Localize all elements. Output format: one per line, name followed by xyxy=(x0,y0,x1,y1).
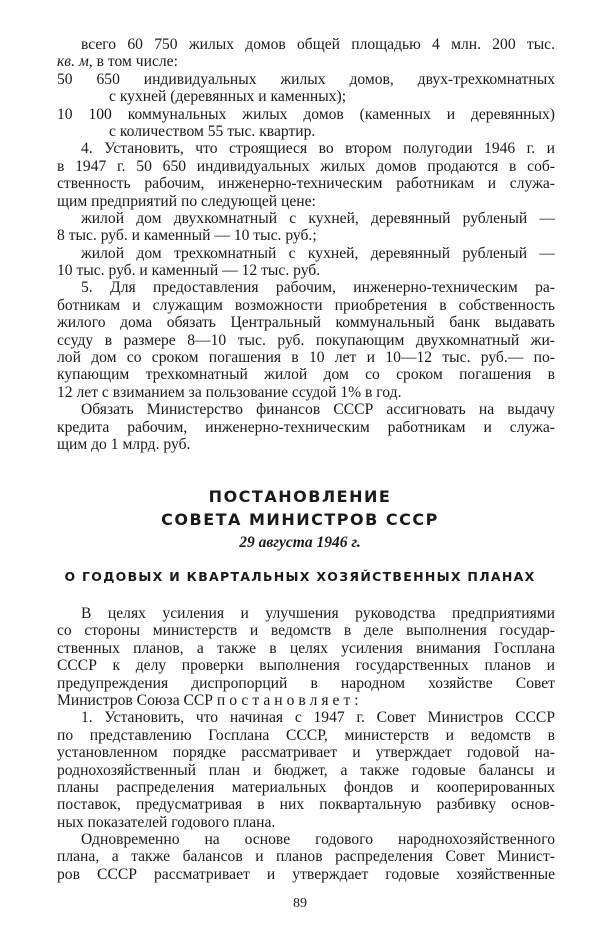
text-line: 8 тыс. руб. и каменный — 10 тыс. руб.; xyxy=(57,227,317,245)
text-block-plans xyxy=(57,605,555,883)
text-line: 5. Для предоставления рабочим, инженерно-техническим ра- xyxy=(81,279,555,297)
text-line: роднохозяйственный план и бюджет, а также годовые балансы и xyxy=(57,761,555,779)
text-line xyxy=(57,692,555,709)
text-line: ственных планов, а также в целях усиления внимания Госплана xyxy=(57,639,555,657)
decree-title: ПОСТАНОВЛЕНИЕ xyxy=(208,487,392,506)
text-line: Обязать Министерство финансов СССР ассигновать на выдачу xyxy=(81,401,555,419)
text-line: плана, а также балансов и планов распределения Совет Минист- xyxy=(57,848,555,866)
text-line: кредита рабочим, инженерно-техническим работникам и служа- xyxy=(57,418,555,436)
unit-italic: кв. м, xyxy=(57,53,93,71)
text-fragment: в том числе: xyxy=(92,53,178,71)
text-line: всего 60 750 жилых домов общей площадью 4 млн. 200 тыс. xyxy=(81,36,555,53)
text-fragment: Министров Союза ССР xyxy=(57,691,213,709)
decree-issuer: СОВЕТА МИНИСТРОВ СССР xyxy=(161,510,439,529)
text-line: Одновременно на основе годового народнохозяйственного xyxy=(81,831,555,849)
text-line: с количеством 55 тыс. квартир. xyxy=(109,122,316,140)
text-line: ных показателей годового плана. xyxy=(57,813,276,831)
text-line: 50 650 индивидуальных жилых домов, двух-трехкомнатных xyxy=(57,70,555,88)
text-line: в 1947 г. 50 650 индивидуальных жилых домов продаются в соб- xyxy=(57,157,555,175)
text-line: щим до 1 млрд. руб. xyxy=(57,435,191,453)
text-line: со стороны министерств и ведомств в деле выполнения государ- xyxy=(57,622,555,640)
text-line: ботникам и служащим возможности приобретения в собственность xyxy=(57,296,555,314)
text-line: установленном порядке рассматривает и утверждает годовой на- xyxy=(57,744,555,762)
text-line: 1. Установить, что начиная с 1947 г. Совет Министров СССР xyxy=(81,709,555,727)
text-line: 10 тыс. руб. и каменный — 12 тыс. руб. xyxy=(57,262,321,280)
text-line: с кухней (деревянных и каменных); xyxy=(109,88,347,106)
text-line: купающим трехкомнатный жилой дом со сроком погашения в xyxy=(57,366,555,384)
text-line xyxy=(57,53,555,70)
text-line: ссуду в размере 8—10 тыс. руб. покупающим двухкомнатный жи- xyxy=(57,331,555,349)
text-line: предупреждения диспропорций в народном хозяйстве Совет xyxy=(57,674,555,692)
text-line: жилого дома обязать Центральный коммунальный банк выдавать xyxy=(57,314,555,332)
text-line: поставок, предусматривая в них поквартальную разбивку основ- xyxy=(57,796,555,814)
spaced-word: постановляет: xyxy=(216,691,363,709)
text-line: ров СССР рассматривает и утверждает годовые хозяйственные xyxy=(57,865,555,883)
text-line: В целях усиления и улучшения руководства предприятиями xyxy=(81,605,555,622)
decree-subtitle: О ГОДОВЫХ И КВАРТАЛЬНЫХ ХОЗЯЙСТВЕННЫХ ПЛАНАХ xyxy=(64,569,536,584)
text-line: СССР к делу проверки выполнения государственных планов и xyxy=(57,657,555,675)
text-line: 12 лет с взиманием за пользование ссудой 1% в год. xyxy=(57,383,402,401)
decree-date: 29 августа 1946 г. xyxy=(239,534,361,551)
text-line: ственность рабочим, инженерно-техническим работникам и служа- xyxy=(57,175,555,193)
text-line: жилой дом двухкомнатный с кухней, деревянный рубленый — xyxy=(81,209,555,227)
text-line: планы распределения материальных фондов и кооперированных xyxy=(57,778,555,796)
text-line: 4. Установить, что строящиеся во втором полугодии 1946 г. и xyxy=(81,140,555,158)
text-line: лой дом со сроком погашения в 10 лет и 10—12 тыс. руб.— по- xyxy=(57,349,555,367)
text-line: жилой дом трехкомнатный с кухней, деревянный рубленый — xyxy=(81,244,555,262)
text-line: по представлению Госплана СССР, министерств и ведомств в xyxy=(57,726,555,744)
text-line: 10 100 коммунальных жилых домов (каменных и деревянных) xyxy=(57,105,555,123)
page-number: 89 xyxy=(293,896,307,911)
text-block-housing xyxy=(57,36,555,453)
text-line: щим предприятий по следующей цене: xyxy=(57,192,316,210)
